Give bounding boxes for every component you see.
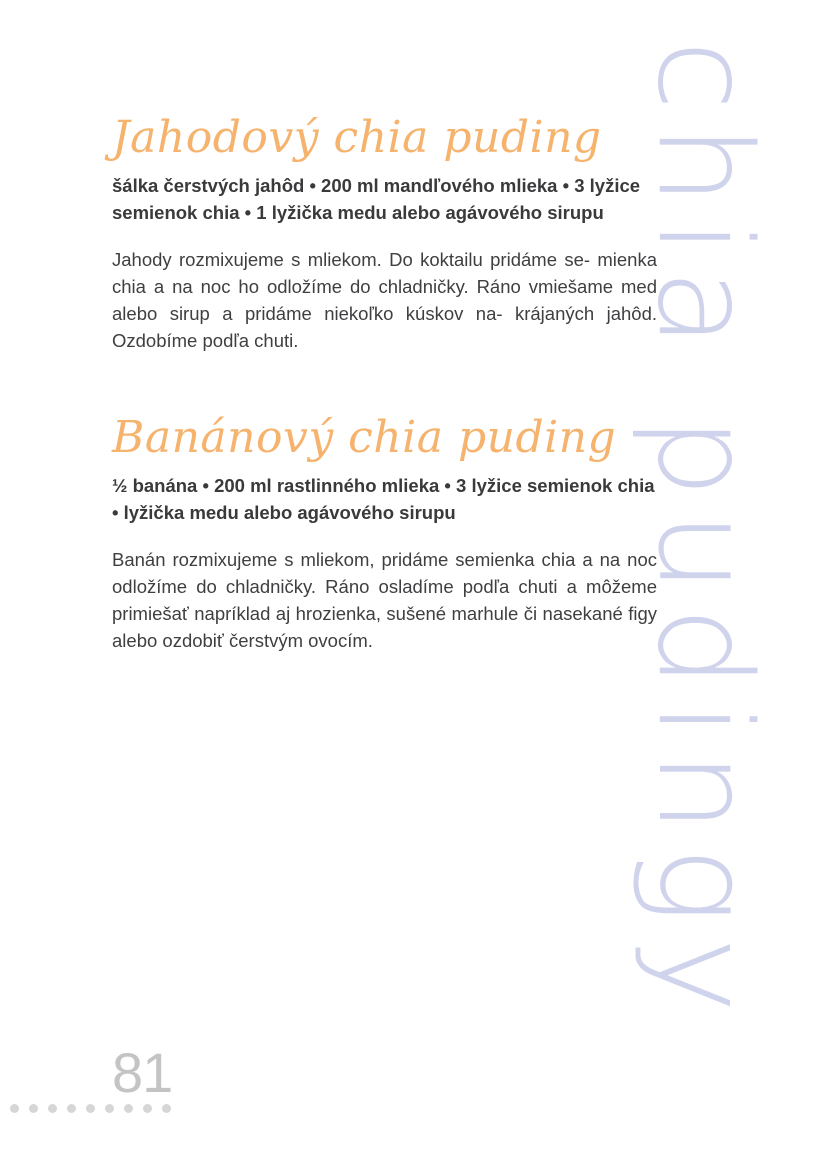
dot-icon <box>105 1104 114 1113</box>
recipe-ingredients: šálka čerstvých jahôd • 200 ml mandľového mlieka • 3 lyžice semienok chia • 1 lyžička medu alebo agávového sirupu <box>112 175 641 223</box>
recipe-title: Jahodový chia puding <box>112 112 602 163</box>
recipe-method: Banán rozmixujeme s mliekom, pridáme semienka chia a na noc odložíme do chladničky. Ráno osladíme podľa chuti a môžeme primiešať napríklad aj hrozienka, sušené marhule či nasekané figy alebo ozdobiť čerstvým ovocím. <box>112 549 657 651</box>
recipe-title: Banánový chia puding <box>112 412 617 463</box>
dot-icon <box>29 1104 38 1113</box>
dot-icon <box>143 1104 152 1113</box>
dot-icon <box>162 1104 171 1113</box>
dot-icon <box>48 1104 57 1113</box>
dot-icon <box>86 1104 95 1113</box>
recipe-strawberry <box>112 110 657 354</box>
dot-icon <box>124 1104 133 1113</box>
dot-icon <box>67 1104 76 1113</box>
recipe-banana <box>112 410 657 654</box>
decorative-dots <box>10 1104 171 1113</box>
section-side-title: chia pudingy <box>629 40 778 1028</box>
recipe-method: Jahody rozmixujeme s mliekom. Do koktailu pridáme se- mienka chia a na noc ho odložíme do chladničky. Ráno vmiešame med alebo sirup a pridáme niekoľko kúskov na- krájaných jahôd. Ozdobíme podľa chuti. <box>112 249 657 351</box>
recipe-ingredients: ½ banána • 200 ml rastlinného mlieka • 3 lyžice semienok chia • lyžička medu alebo agávového sirupu <box>112 475 655 523</box>
page-number: 81 <box>112 1041 173 1104</box>
dot-icon <box>10 1104 19 1113</box>
